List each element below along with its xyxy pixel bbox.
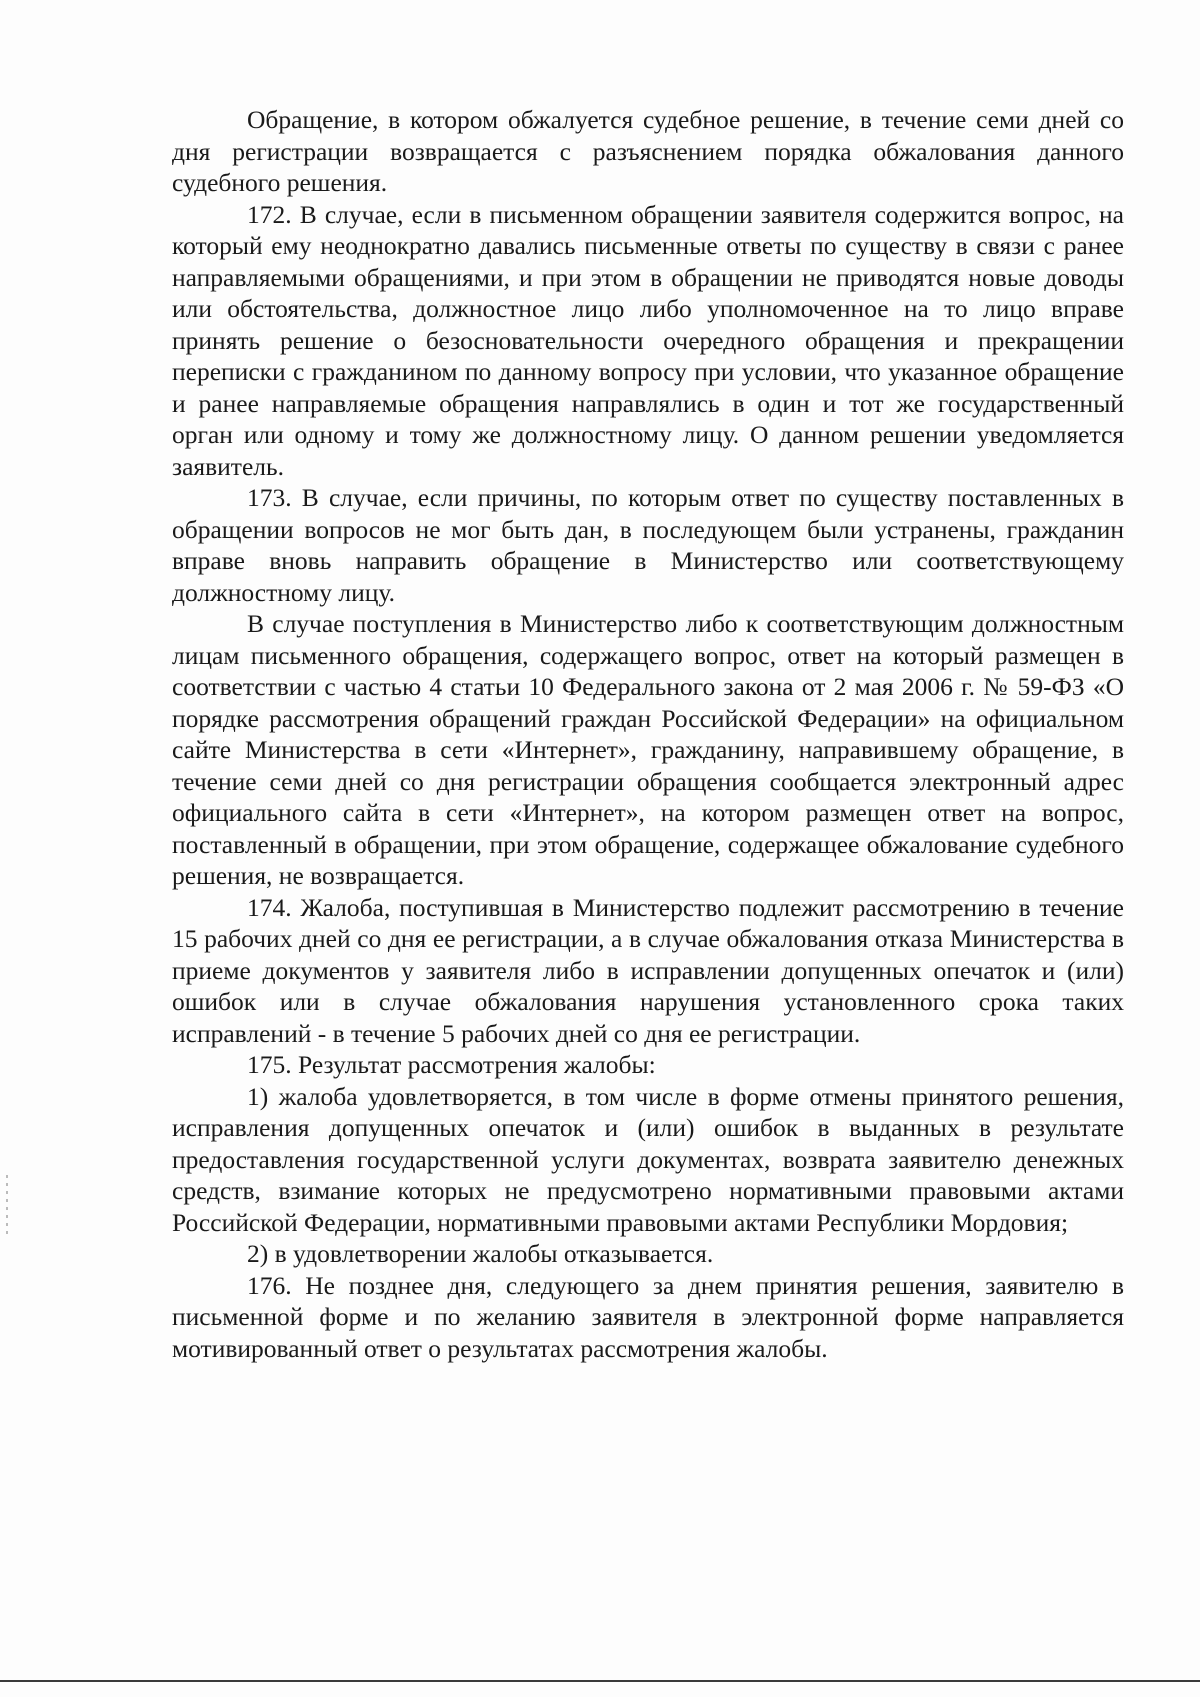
paragraph-court-decision-return: Обращение, в котором обжалуется судебное решение, в течение семи дней со дня регистрации возвращается с разъяснением порядка обжалования данного судебного решения. bbox=[172, 105, 1124, 197]
scan-margin-artifact bbox=[6, 1175, 8, 1235]
page-bottom-edge bbox=[0, 1680, 1200, 1682]
paragraph-175-item-2: 2) в удовлетворении жалобы отказывается. bbox=[247, 1239, 714, 1268]
paragraph-175-item-1: 1) жалоба удовлетворяется, в том числе в форме отмены принятого решения, исправления допущенных опечаток и (или) ошибок в выданных в результате предоставления государственной услуги документах, возврата заявителю денежных средств, взимание которых не предусмотрено нормативными правовыми актами Российской Федерации, нормативными правовыми актами Республики Мордовия; bbox=[172, 1081, 1124, 1237]
document-body bbox=[172, 104, 1124, 1364]
paragraph-172: 172. В случае, если в письменном обращении заявителя содержится вопрос, на который ему неоднократно давались письменные ответы по существу в связи с ранее направляемыми обращениями, и при этом в обращении не приводятся новые доводы или обстоятельства, должностное лицо либо уполномоченное на то лицо вправе принять решение о безосновательности очередного обращения и прекращении переписки с гражданином по данному вопросу при условии, что указанное обращение и ранее направляемые обращения направлялись в один и тот же государственный орган или одному и тому же должностному лицу. О данном решении уведомляется заявитель. bbox=[172, 199, 1124, 481]
paragraph-174: 174. Жалоба, поступившая в Министерство подлежит рассмотрению в течение 15 рабочих дней со дня ее регистрации, а в случае обжалования отказа Министерства в приеме документов у заявителя либо в исправлении допущенных опечаток и (или) ошибок или в случае обжалования нарушения установленного срока таких исправлений - в течение 5 рабочих дней со дня ее регистрации. bbox=[172, 892, 1124, 1048]
paragraph-internet-answer: В случае поступления в Министерство либо к соответствующим должностным лицам письменного обращения, содержащего вопрос, ответ на который размещен в соответствии с частью 4 статьи 10 Федерального закона от 2 мая 2006 г. № 59-ФЗ «О порядке рассмотрения обращений граждан Российской Федерации» на официальном сайте Министерства в сети «Интернет», гражданину, направившему обращение, в течение семи дней со дня регистрации обращения сообщается электронный адрес официального сайта в сети «Интернет», на котором размещен ответ на вопрос, поставленный в обращении, при этом обращение, содержащее обжалование судебного решения, не возвращается. bbox=[172, 609, 1124, 890]
paragraph-175: 175. Результат рассмотрения жалобы: bbox=[247, 1050, 656, 1079]
paragraph-176: 176. Не позднее дня, следующего за днем принятия решения, заявителю в письменной форме и по желанию заявителя в электронной форме направляется мотивированный ответ о результатах рассмотрения жалобы. bbox=[172, 1270, 1124, 1363]
paragraph-173: 173. В случае, если причины, по которым ответ по существу поставленных в обращении вопросов не мог быть дан, в последующем были устранены, гражданин вправе вновь направить обращение в Министерство или соответствующему должностному лицу. bbox=[172, 483, 1124, 607]
